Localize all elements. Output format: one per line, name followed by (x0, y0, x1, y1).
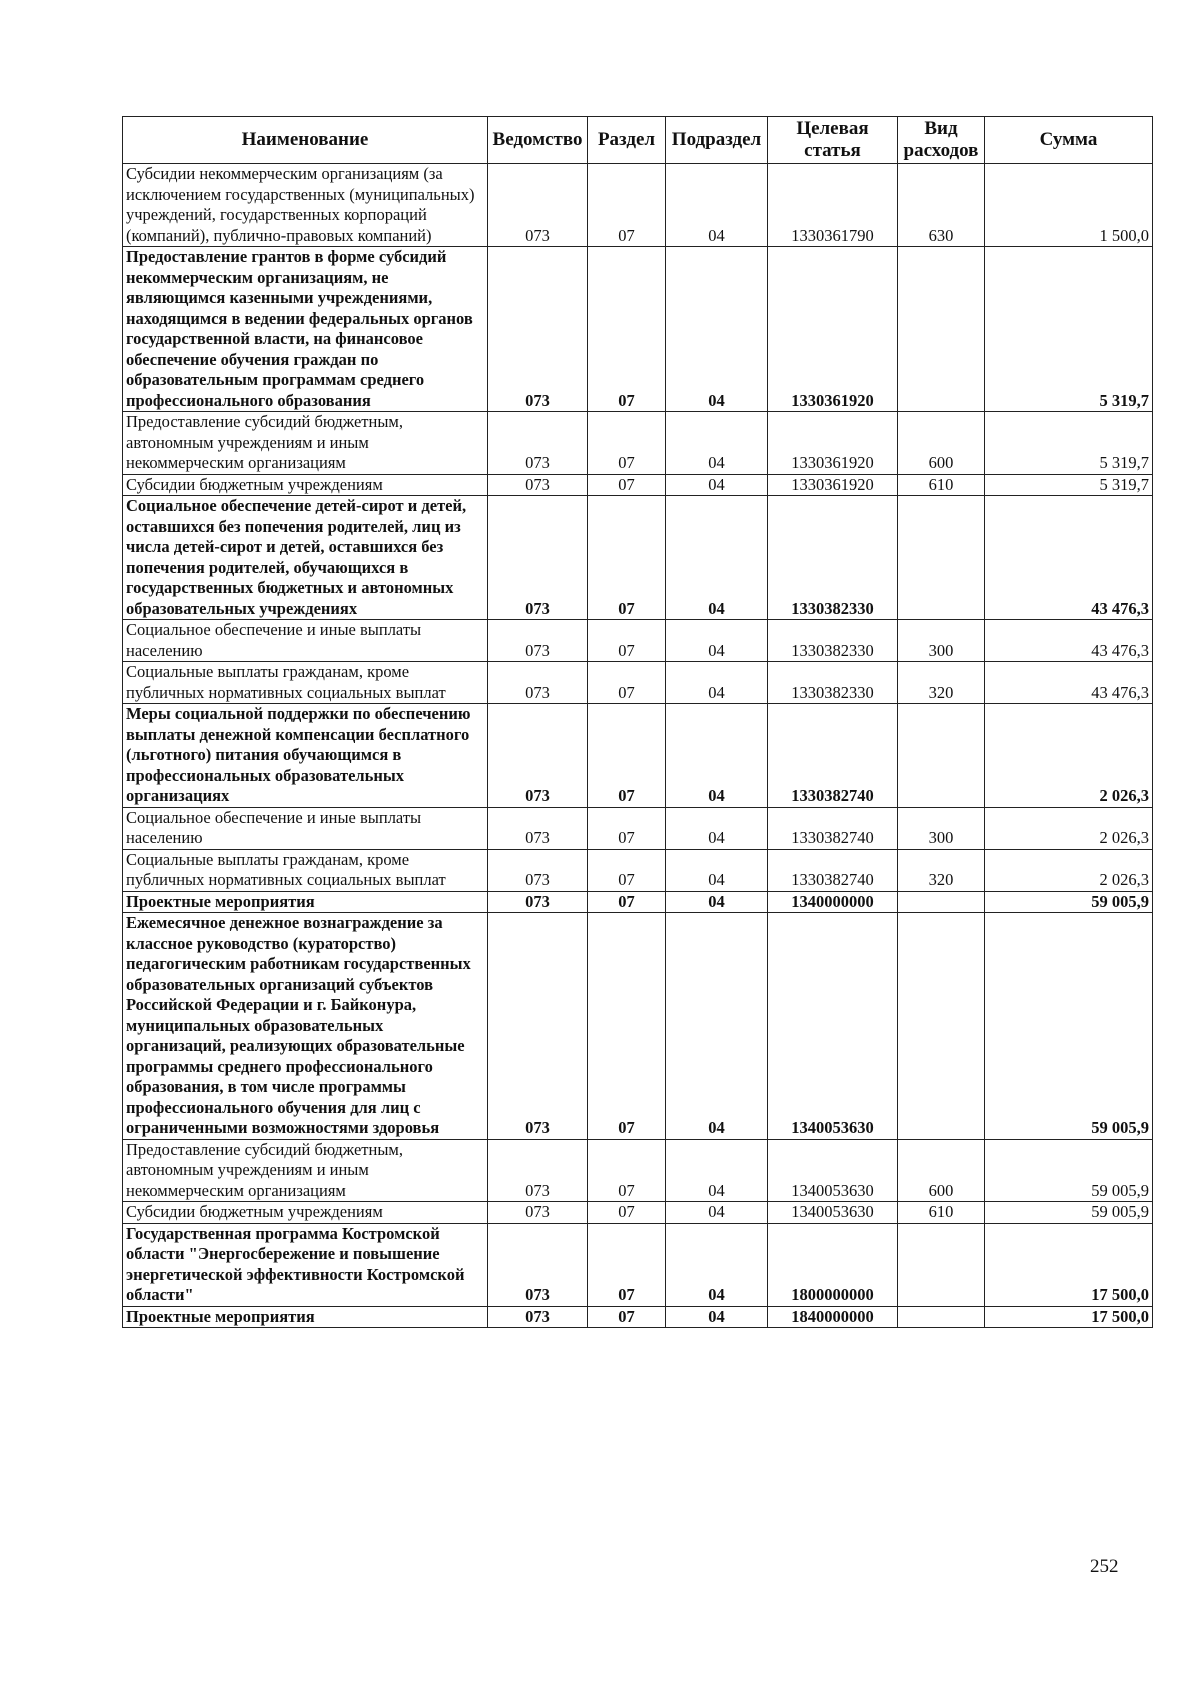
table-row (123, 474, 1153, 496)
cell-target-article: 1330361920 (768, 474, 898, 496)
cell-subsection: 04 (666, 1202, 768, 1224)
cell-subsection: 04 (666, 412, 768, 475)
table-row (123, 913, 1153, 1140)
cell-name: Проектные мероприятия (123, 1306, 488, 1328)
cell-name: Государственная программа Костромской области "Энергосбережение и повышение энергетической эффективности Костромской области" (123, 1223, 488, 1306)
budget-table-container (122, 116, 1152, 1328)
cell-department: 073 (488, 496, 588, 620)
table-row (123, 849, 1153, 891)
table-row (123, 704, 1153, 808)
cell-name: Субсидии некоммерческим организациям (за исключением государственных (муниципальных) учреждений, государственных корпораций (компаний), публично-правовых компаний) (123, 164, 488, 247)
cell-expense-type (898, 891, 985, 913)
cell-expense-type (898, 704, 985, 808)
cell-department: 073 (488, 807, 588, 849)
cell-name: Субсидии бюджетным учреждениям (123, 1202, 488, 1224)
table-row (123, 412, 1153, 475)
cell-expense-type: 320 (898, 662, 985, 704)
cell-department: 073 (488, 620, 588, 662)
table-row (123, 891, 1153, 913)
cell-expense-type (898, 496, 985, 620)
cell-subsection: 04 (666, 913, 768, 1140)
table-row (123, 620, 1153, 662)
cell-amount: 43 476,3 (985, 662, 1153, 704)
header-section: Раздел (588, 117, 666, 164)
cell-department: 073 (488, 662, 588, 704)
cell-amount: 43 476,3 (985, 620, 1153, 662)
cell-target-article: 1330361920 (768, 412, 898, 475)
cell-target-article: 1330382740 (768, 849, 898, 891)
cell-expense-type: 320 (898, 849, 985, 891)
table-row (123, 807, 1153, 849)
cell-section: 07 (588, 1202, 666, 1224)
cell-expense-type: 300 (898, 807, 985, 849)
cell-department: 073 (488, 1202, 588, 1224)
cell-subsection: 04 (666, 496, 768, 620)
cell-subsection: 04 (666, 474, 768, 496)
cell-amount: 5 319,7 (985, 412, 1153, 475)
cell-name: Меры социальной поддержки по обеспечению выплаты денежной компенсации бесплатного (льготного) питания обучающимся в профессиональных образовательных организациях (123, 704, 488, 808)
cell-amount: 2 026,3 (985, 704, 1153, 808)
cell-section: 07 (588, 849, 666, 891)
cell-amount: 17 500,0 (985, 1306, 1153, 1328)
cell-target-article: 1330382330 (768, 662, 898, 704)
cell-section: 07 (588, 412, 666, 475)
table-row (123, 1306, 1153, 1328)
cell-subsection: 04 (666, 807, 768, 849)
cell-name: Проектные мероприятия (123, 891, 488, 913)
cell-section: 07 (588, 164, 666, 247)
cell-section: 07 (588, 1306, 666, 1328)
table-row (123, 247, 1153, 412)
cell-department: 073 (488, 849, 588, 891)
cell-section: 07 (588, 247, 666, 412)
cell-target-article: 1330361790 (768, 164, 898, 247)
table-row (123, 1202, 1153, 1224)
cell-target-article: 1330382740 (768, 704, 898, 808)
cell-expense-type: 300 (898, 620, 985, 662)
cell-section: 07 (588, 496, 666, 620)
header-subsection: Подраздел (666, 117, 768, 164)
cell-amount: 59 005,9 (985, 1139, 1153, 1202)
cell-amount: 59 005,9 (985, 891, 1153, 913)
cell-amount: 17 500,0 (985, 1223, 1153, 1306)
cell-department: 073 (488, 1306, 588, 1328)
header-target-article: Целевая статья (768, 117, 898, 164)
cell-target-article: 1800000000 (768, 1223, 898, 1306)
cell-amount: 5 319,7 (985, 474, 1153, 496)
cell-name: Социальные выплаты гражданам, кроме публичных нормативных социальных выплат (123, 849, 488, 891)
cell-name: Социальное обеспечение и иные выплаты населению (123, 620, 488, 662)
cell-department: 073 (488, 891, 588, 913)
cell-expense-type (898, 1306, 985, 1328)
header-amount: Сумма (985, 117, 1153, 164)
cell-amount: 2 026,3 (985, 849, 1153, 891)
cell-target-article: 1340053630 (768, 1202, 898, 1224)
table-header (123, 117, 1153, 164)
cell-amount: 43 476,3 (985, 496, 1153, 620)
cell-section: 07 (588, 913, 666, 1140)
cell-subsection: 04 (666, 620, 768, 662)
header-expense-type: Вид расходов (898, 117, 985, 164)
cell-department: 073 (488, 913, 588, 1140)
cell-target-article: 1330382330 (768, 496, 898, 620)
cell-section: 07 (588, 807, 666, 849)
cell-section: 07 (588, 620, 666, 662)
cell-section: 07 (588, 1223, 666, 1306)
cell-expense-type (898, 913, 985, 1140)
cell-expense-type: 630 (898, 164, 985, 247)
budget-table (122, 116, 1153, 1328)
cell-subsection: 04 (666, 1139, 768, 1202)
cell-subsection: 04 (666, 704, 768, 808)
cell-subsection: 04 (666, 1223, 768, 1306)
cell-name: Предоставление субсидий бюджетным, автономным учреждениям и иным некоммерческим организациям (123, 412, 488, 475)
cell-name: Социальные выплаты гражданам, кроме публичных нормативных социальных выплат (123, 662, 488, 704)
cell-expense-type (898, 247, 985, 412)
table-row (123, 496, 1153, 620)
cell-name: Ежемесячное денежное вознаграждение за классное руководство (кураторство) педагогическим работникам государственных образовательных организаций субъектов Российской Федерации и г. Байконура, муниципальных образовательных организаций, реализующих образовательные программы среднего профессионального образования, в том числе программы профессионального обучения для лиц с ограниченными возможностями здоровья (123, 913, 488, 1140)
cell-subsection: 04 (666, 164, 768, 247)
table-row (123, 164, 1153, 247)
cell-expense-type: 610 (898, 474, 985, 496)
cell-name: Социальное обеспечение и иные выплаты населению (123, 807, 488, 849)
cell-expense-type: 600 (898, 1139, 985, 1202)
table-row (123, 1223, 1153, 1306)
cell-amount: 1 500,0 (985, 164, 1153, 247)
cell-department: 073 (488, 474, 588, 496)
cell-target-article: 1840000000 (768, 1306, 898, 1328)
table-row (123, 662, 1153, 704)
cell-expense-type: 600 (898, 412, 985, 475)
cell-target-article: 1340053630 (768, 913, 898, 1140)
cell-expense-type (898, 1223, 985, 1306)
cell-department: 073 (488, 1223, 588, 1306)
cell-target-article: 1340000000 (768, 891, 898, 913)
cell-name: Предоставление субсидий бюджетным, автономным учреждениям и иным некоммерческим организациям (123, 1139, 488, 1202)
cell-name: Субсидии бюджетным учреждениям (123, 474, 488, 496)
cell-subsection: 04 (666, 662, 768, 704)
page-number: 252 (1090, 1556, 1119, 1577)
cell-subsection: 04 (666, 247, 768, 412)
header-name: Наименование (123, 117, 488, 164)
header-department: Ведомство (488, 117, 588, 164)
table-body (123, 164, 1153, 1328)
cell-section: 07 (588, 1139, 666, 1202)
cell-department: 073 (488, 247, 588, 412)
cell-section: 07 (588, 704, 666, 808)
cell-target-article: 1340053630 (768, 1139, 898, 1202)
cell-section: 07 (588, 662, 666, 704)
cell-name: Предоставление грантов в форме субсидий некоммерческим организациям, не являющимся казенными учреждениями, находящимся в ведении федеральных органов государственной власти, на финансовое обеспечение обучения граждан по образовательным программам среднего профессионального образования (123, 247, 488, 412)
cell-section: 07 (588, 474, 666, 496)
cell-expense-type: 610 (898, 1202, 985, 1224)
cell-amount: 5 319,7 (985, 247, 1153, 412)
cell-subsection: 04 (666, 891, 768, 913)
cell-department: 073 (488, 1139, 588, 1202)
cell-target-article: 1330382330 (768, 620, 898, 662)
table-row (123, 1139, 1153, 1202)
cell-department: 073 (488, 164, 588, 247)
cell-subsection: 04 (666, 1306, 768, 1328)
cell-name: Социальное обеспечение детей-сирот и детей, оставшихся без попечения родителей, лиц из числа детей-сирот и детей, оставшихся без попечения родителей, обучающихся в государственных бюджетных и автономных образовательных учреждениях (123, 496, 488, 620)
cell-target-article: 1330382740 (768, 807, 898, 849)
cell-department: 073 (488, 704, 588, 808)
cell-amount: 2 026,3 (985, 807, 1153, 849)
cell-target-article: 1330361920 (768, 247, 898, 412)
cell-section: 07 (588, 891, 666, 913)
cell-amount: 59 005,9 (985, 1202, 1153, 1224)
cell-department: 073 (488, 412, 588, 475)
header-row (123, 117, 1153, 164)
cell-subsection: 04 (666, 849, 768, 891)
cell-amount: 59 005,9 (985, 913, 1153, 1140)
